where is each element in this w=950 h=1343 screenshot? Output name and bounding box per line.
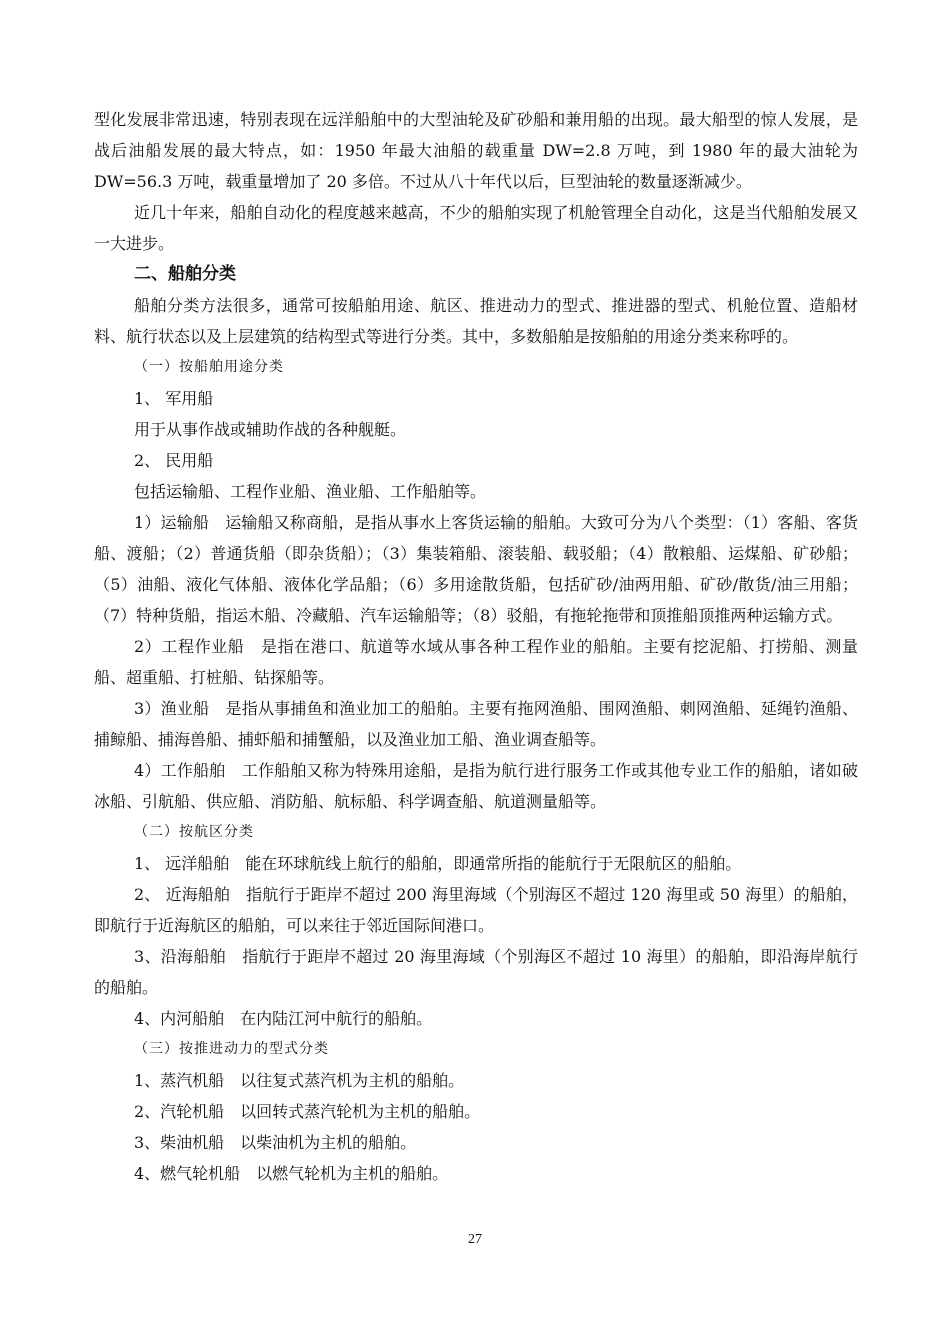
subheading-by-area: （二）按航区分类 [134,824,254,840]
paragraph-ocean-ship: 1、 远洋船舶 能在环球航线上航行的船舶，即通常所指的能航行于无限航区的船舶。 [134,854,742,873]
paragraph-diesel-ship: 3、柴油机船 以柴油机为主机的船舶。 [134,1133,417,1152]
paragraph-large-ships: 型化发展非常迅速，特别表现在远洋船舶中的大型油轮及矿砂船和兼用船的出现。最大船型的惊人发展，是战后油船发展的最大特点，如：1950 年最大油船的载重量 DW=2.8 万吨，到 1980 年的最大油轮为 DW=56.3 万吨，载重量增加了 20 多倍。不过从八十年代以后，巨型油轮的数量逐渐减少。 [94,110,858,191]
subheading-by-purpose: （一）按船舶用途分类 [134,359,284,375]
page-number: 27 [468,1232,482,1247]
item-military-ship-desc: 用于从事作战或辅助作战的各种舰艇。 [134,420,407,439]
item-civil-ship: 2、 民用船 [134,451,214,470]
paragraph-coastal-ship: 3、沿海船舶 指航行于距岸不超过 20 海里海域（个别海区不超过 10 海里）的船舶，即沿海岸航行的船舶。 [94,947,858,997]
paragraph-automation: 近几十年来，船舶自动化的程度越来越高，不少的船舶实现了机舱管理全自动化，这是当代船舶发展又一大进步。 [94,203,858,253]
paragraph-work-ship: 4）工作船舶 工作船舶又称为特殊用途船，是指为航行进行服务工作或其他专业工作的船舶，诸如破冰船、引航船、供应船、消防船、航标船、科学调查船、航道测量船等。 [94,761,858,811]
item-military-ship: 1、 军用船 [134,389,214,408]
paragraph-inland-ship: 4、内河船舶 在内陆江河中航行的船舶。 [134,1009,433,1028]
paragraph-transport-ship: 1）运输船 运输船又称商船，是指从事水上客货运输的船舶。大致可分为八个类型：（1）客船、客货船、渡船；（2）普通货船（即杂货船）；（3）集装箱船、滚装船、载驳船；（4）散粮船、运煤船、矿砂船；（5）油船、液化气体船、液体化学品船；（6）多用途散货船，包括矿砂/油两用船、矿砂/散货/油三用船；（7）特种货船，指运木船、冷藏船、汽车运输船等；（8）驳船，有拖轮拖带和顶推船顶推两种运输方式。 [94,513,858,625]
document-body [94,104,858,1189]
section-heading-ship-classification: 二、船舶分类 [134,264,236,284]
paragraph-fishing-ship: 3）渔业船 是指从事捕鱼和渔业加工的船舶。主要有拖网渔船、围网渔船、刺网渔船、延绳钓渔船、捕鲸船、捕海兽船、捕虾船和捕蟹船，以及渔业加工船、渔业调查船等。 [94,699,858,749]
paragraph-engineering-ship: 2）工程作业船 是指在港口、航道等水域从事各种工程作业的船舶。主要有挖泥船、打捞船、测量船、超重船、打桩船、钻探船等。 [94,637,858,687]
item-civil-ship-desc: 包括运输船、工程作业船、渔业船、工作船舶等。 [134,482,487,501]
paragraph-turbine-ship: 2、汽轮机船 以回转式蒸汽轮机为主机的船舶。 [134,1102,481,1121]
paragraph-steam-ship: 1、蒸汽机船 以往复式蒸汽机为主机的船舶。 [134,1071,465,1090]
paragraph-classification-methods: 船舶分类方法很多，通常可按船舶用途、航区、推进动力的型式、推进器的型式、机舱位置、造船材料、航行状态以及上层建筑的结构型式等进行分类。其中，多数船舶是按船舶的用途分类来称呼的。 [94,296,858,346]
subheading-by-propulsion: （三）按推进动力的型式分类 [134,1041,329,1057]
paragraph-offshore-ship: 2、 近海船舶 指航行于距岸不超过 200 海里海域（个别海区不超过 120 海里或 50 海里）的船舶，即航行于近海航区的船舶，可以来往于邻近国际间港口。 [94,885,858,935]
paragraph-gas-turbine-ship: 4、燃气轮机船 以燃气轮机为主机的船舶。 [134,1164,449,1183]
